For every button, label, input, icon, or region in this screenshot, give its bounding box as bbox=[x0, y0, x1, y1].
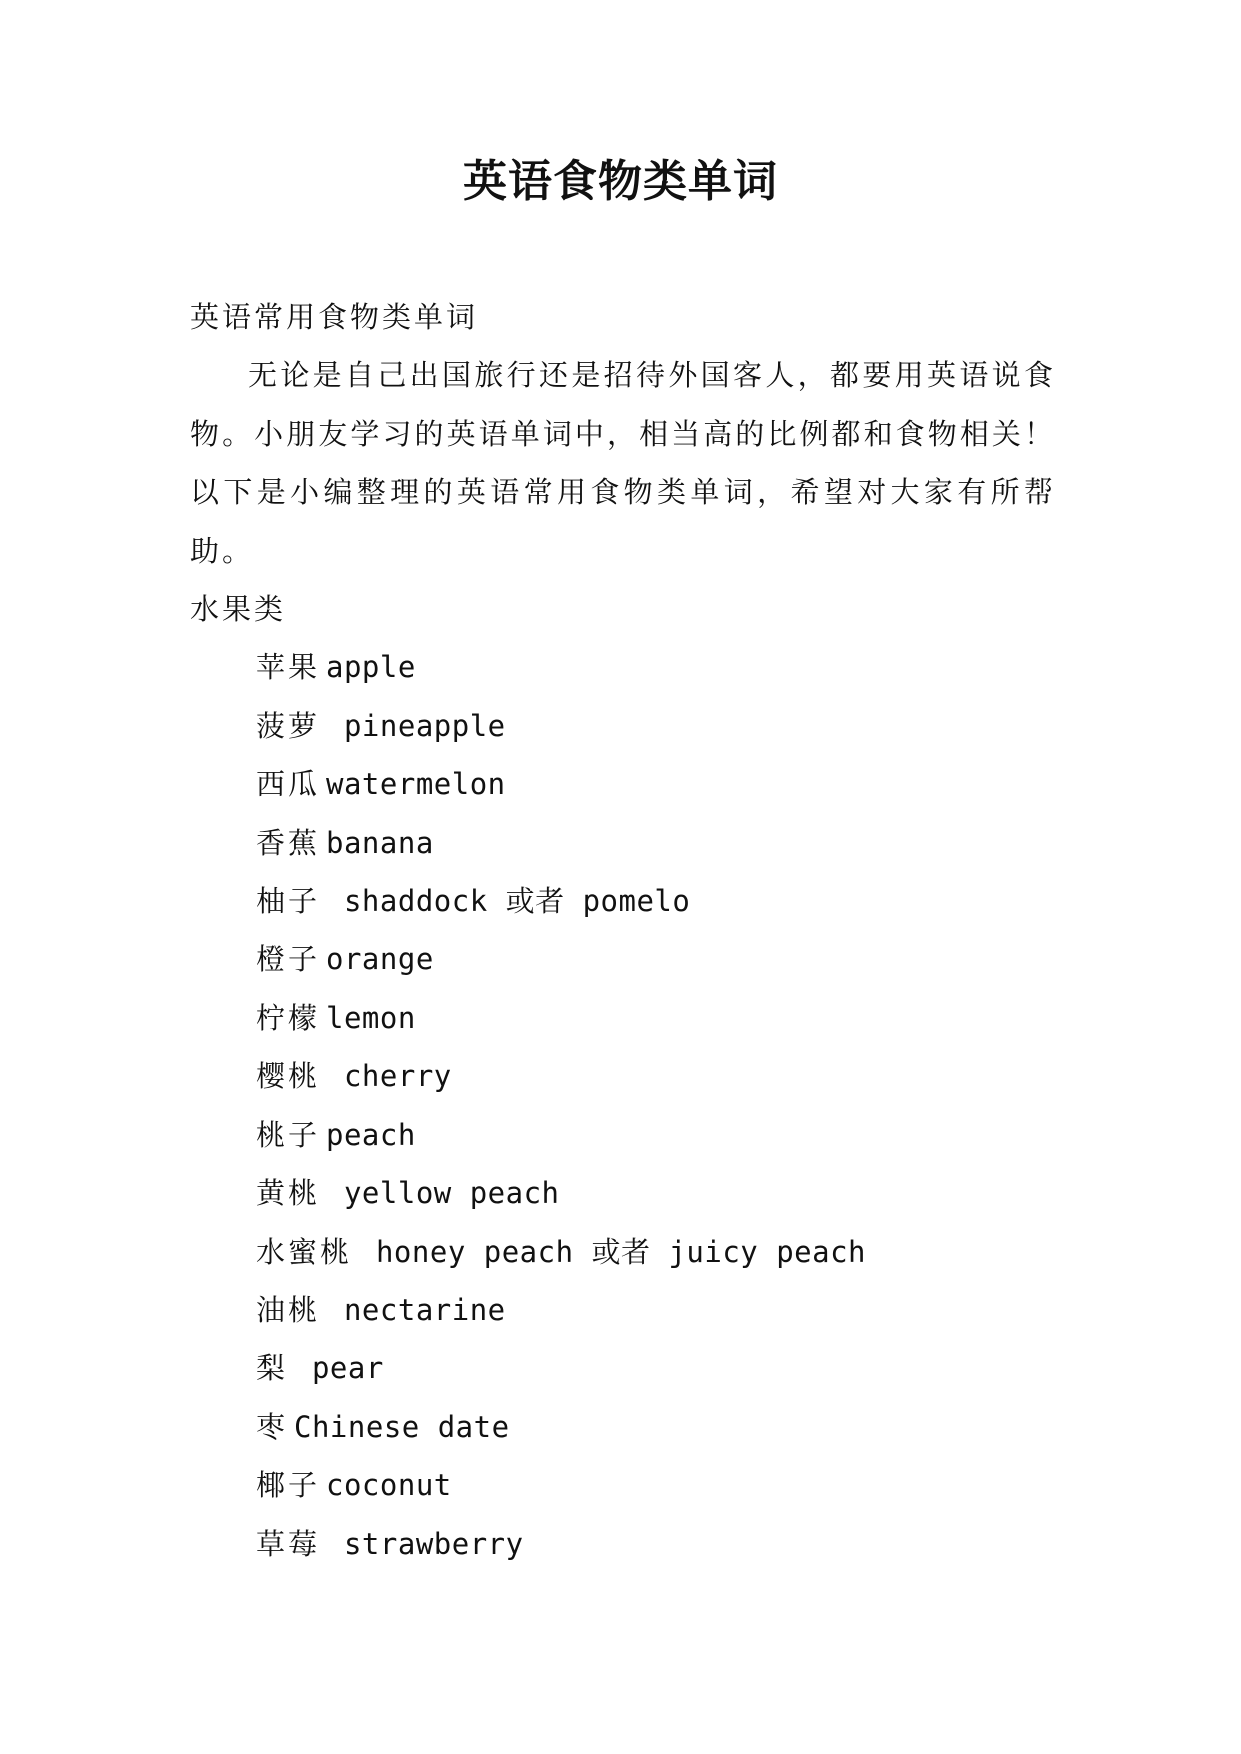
word-english: strawberry bbox=[326, 1526, 524, 1561]
word-chinese: 水蜜桃 bbox=[256, 1234, 353, 1269]
word-item bbox=[190, 1281, 1056, 1339]
word-english: yellow peach bbox=[326, 1176, 560, 1211]
word-chinese: 柠檬 bbox=[256, 1000, 321, 1035]
word-chinese: 西瓜 bbox=[256, 767, 321, 802]
document-subtitle: 英语常用食物类单词 bbox=[190, 300, 479, 334]
word-english: shaddock 或者 pomelo bbox=[326, 884, 691, 919]
word-chinese: 草莓 bbox=[256, 1526, 321, 1561]
word-item bbox=[190, 1398, 1056, 1456]
word-chinese: 苹果 bbox=[256, 650, 321, 685]
word-english: apple bbox=[326, 650, 416, 685]
word-item bbox=[190, 1456, 1056, 1514]
word-english: cherry bbox=[326, 1059, 452, 1094]
section-heading-fruits: 水果类 bbox=[190, 592, 287, 627]
word-chinese: 枣 bbox=[256, 1409, 289, 1444]
word-chinese: 椰子 bbox=[256, 1468, 321, 1503]
word-chinese: 梨 bbox=[256, 1351, 289, 1386]
word-item bbox=[190, 1164, 1056, 1222]
word-item bbox=[190, 1515, 1056, 1573]
word-english: watermelon bbox=[326, 767, 506, 802]
word-item bbox=[190, 989, 1056, 1047]
intro-paragraph: 无论是自己出国旅行还是招待外国客人，都要用英语说食物。小朋友学习的英语单词中，相当高的比例都和食物相关！以下是小编整理的英语常用食物类单词，希望对大家有所帮助。 bbox=[190, 358, 1056, 568]
word-english: Chinese date bbox=[294, 1409, 510, 1444]
word-chinese: 黄桃 bbox=[256, 1176, 321, 1211]
word-item bbox=[190, 1223, 1056, 1281]
word-item bbox=[190, 1106, 1056, 1164]
word-item bbox=[190, 1047, 1056, 1105]
word-english: coconut bbox=[326, 1468, 452, 1503]
word-item bbox=[190, 814, 1056, 872]
word-item bbox=[190, 872, 1056, 930]
word-english: pineapple bbox=[326, 708, 506, 743]
word-english: honey peach 或者 juicy peach bbox=[358, 1234, 867, 1269]
word-chinese: 菠萝 bbox=[256, 708, 321, 743]
word-item bbox=[190, 638, 1056, 696]
word-chinese: 樱桃 bbox=[256, 1059, 321, 1094]
word-english: lemon bbox=[326, 1000, 416, 1035]
word-item bbox=[190, 930, 1056, 988]
word-item bbox=[190, 697, 1056, 755]
word-chinese: 橙子 bbox=[256, 942, 321, 977]
word-chinese: 桃子 bbox=[256, 1117, 321, 1152]
word-english: pear bbox=[294, 1351, 384, 1386]
word-english: banana bbox=[326, 825, 434, 860]
word-item bbox=[190, 1339, 1056, 1397]
document-title: 英语食物类单词 bbox=[463, 156, 778, 207]
word-chinese: 柚子 bbox=[256, 884, 321, 919]
word-english: peach bbox=[326, 1117, 416, 1152]
document-body bbox=[190, 288, 1056, 1573]
word-chinese: 香蕉 bbox=[256, 825, 321, 860]
fruit-word-list bbox=[190, 638, 1056, 1573]
word-chinese: 油桃 bbox=[256, 1292, 321, 1327]
word-english: orange bbox=[326, 942, 434, 977]
word-item bbox=[190, 755, 1056, 813]
word-english: nectarine bbox=[326, 1292, 506, 1327]
